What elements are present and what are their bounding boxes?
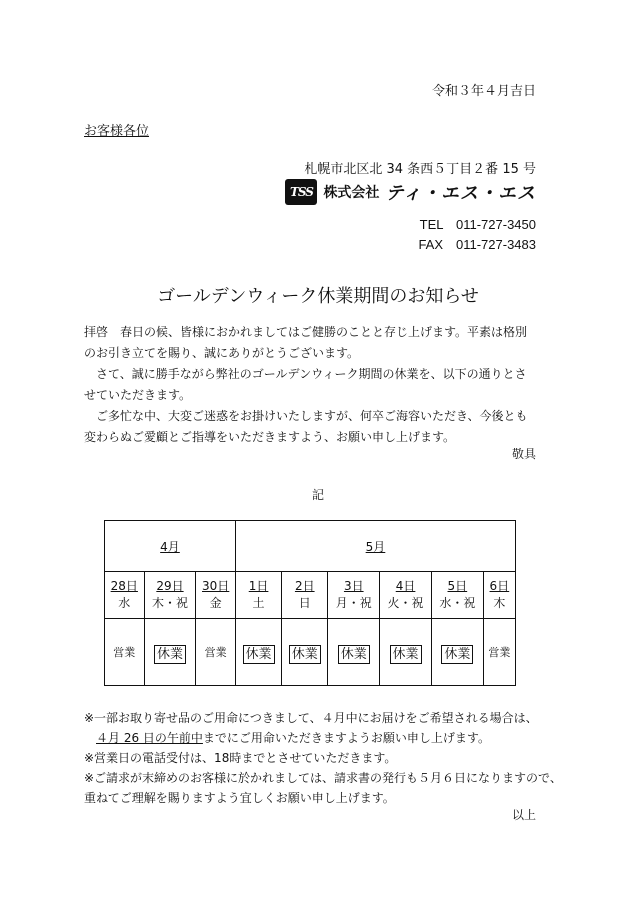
date-cell: 29日 木・祝 xyxy=(144,572,196,619)
date-cell: 4日 火・祝 xyxy=(380,572,432,619)
status-row xyxy=(105,619,516,686)
status-open: 営業 xyxy=(204,646,227,659)
status-cell xyxy=(328,619,380,686)
company-address: 札幌市北区北 34 条西５丁目２番 15 号 xyxy=(304,162,536,177)
company-prefix: 株式会社 xyxy=(323,185,380,201)
month-april: 4月 xyxy=(105,521,236,572)
date-cell: 3日 月・祝 xyxy=(328,572,380,619)
status-closed: 休業 xyxy=(390,645,422,664)
note-line: ※一部お取り寄せ品のご用命につきまして、４月中にお届けをご希望される場合は、 xyxy=(84,711,538,725)
deadline-underlined: ４月 26 日の午前中 xyxy=(96,731,203,745)
status-open: 営業 xyxy=(113,646,136,659)
company-logo-mark: TSS xyxy=(285,179,317,205)
status-closed: 休業 xyxy=(338,645,370,664)
document-date: 令和３年４月吉日 xyxy=(431,84,536,99)
status-cell xyxy=(144,619,196,686)
note-line: ４月 26 日の午前中までにご用命いただきますようお願い申し上げます。 xyxy=(96,731,490,745)
note-line: 重ねてご理解を賜りますよう宜しくお願い申し上げます。 xyxy=(84,791,395,805)
company-logo xyxy=(285,178,536,206)
company-name: ティ・エス・エス xyxy=(385,183,536,204)
status-cell xyxy=(431,619,483,686)
closing-keigu: 敬具 xyxy=(511,447,536,461)
status-cell xyxy=(282,619,328,686)
status-open: 営業 xyxy=(488,646,511,659)
date-cell: 6日 木 xyxy=(483,572,515,619)
body-paragraph: さて、誠に勝手ながら弊社のゴールデンウィーク期間の休業を、以下の通りとさせていただきます。 xyxy=(84,367,527,402)
note-line: ※ご請求が末締めのお客様に於かれましては、請求書の発行も５月６日になりますので、 xyxy=(84,771,562,785)
date-cell: 2日 日 xyxy=(282,572,328,619)
holiday-calendar xyxy=(104,520,516,686)
month-row xyxy=(105,521,516,572)
date-cell: 5日 水・祝 xyxy=(431,572,483,619)
company-fax: FAX 011-727-3483 xyxy=(418,237,536,252)
status-closed: 休業 xyxy=(154,645,186,664)
date-cell: 28日 水 xyxy=(105,572,145,619)
date-row xyxy=(105,572,516,619)
status-cell xyxy=(196,619,236,686)
status-cell xyxy=(235,619,281,686)
date-cell: 30日 金 xyxy=(196,572,236,619)
addressee: お客様各位 xyxy=(84,124,150,139)
body-paragraph: ご多忙な中、大変ご迷惑をお掛けいたしますが、何卒ご海容いただき、今後とも変わらぬご愛顧とご指導をいただきますよう、お願い申し上げます。 xyxy=(84,409,528,444)
letter-body xyxy=(84,322,538,448)
status-closed: 休業 xyxy=(289,645,321,664)
body-paragraph: 拝啓 春日の候、皆様におかれましてはご健勝のことと存じ上げます。平素は格別のお引き立てを賜り、誠にありがとうございます。 xyxy=(84,325,528,360)
ki-heading: 記 xyxy=(311,488,324,502)
status-cell xyxy=(105,619,145,686)
status-cell xyxy=(380,619,432,686)
page-title: ゴールデンウィーク休業期間のお知らせ xyxy=(157,286,479,307)
closing-ijo: 以上 xyxy=(511,808,536,822)
status-cell xyxy=(483,619,515,686)
notes xyxy=(84,708,562,808)
note-line: ※営業日の電話受付は、18時までとさせていただきます。 xyxy=(84,751,397,765)
month-may: 5月 xyxy=(235,521,515,572)
company-tel: TEL 011-727-3450 xyxy=(419,217,536,232)
status-closed: 休業 xyxy=(243,645,275,664)
status-closed: 休業 xyxy=(441,645,473,664)
date-cell: 1日 土 xyxy=(235,572,281,619)
